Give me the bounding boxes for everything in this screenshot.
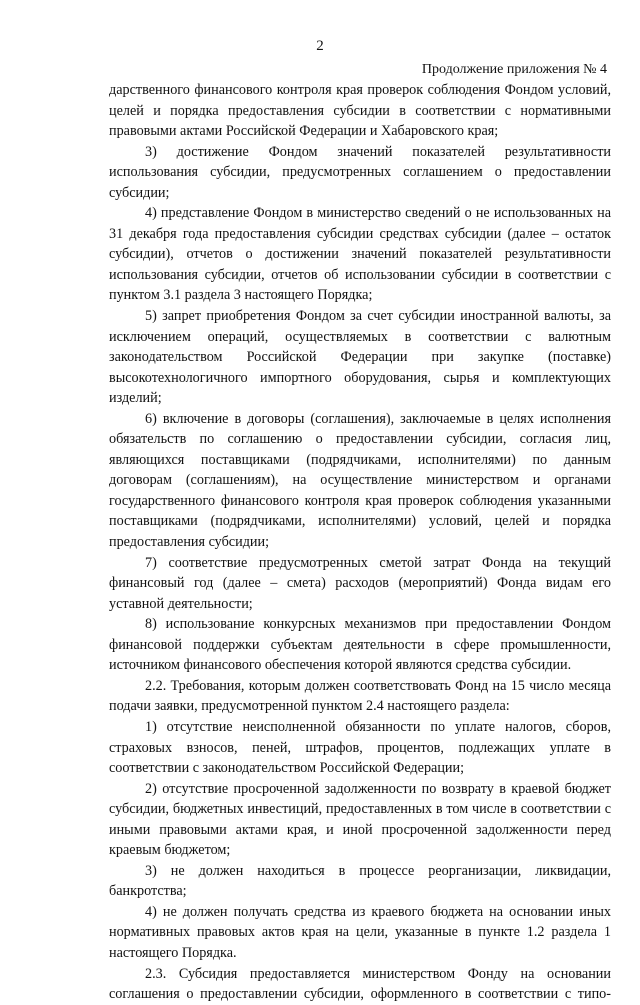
paragraph-2-3: 2.3. Субсидия предоставляется министерством Фонду на основании соглашения о предоставлении субсидии, оформленного в соответствии с типо- xyxy=(109,965,611,1003)
paragraph-req-2: 2) отсутствие просроченной задолженности по возврату в краевой бюджет субсидии, бюджетных инвестиций, предоставленных в том числе в соответствии с иными правовыми актами края, и иной просроченной задолженности перед краевым бюджетом; xyxy=(109,780,611,859)
paragraph-2-2: 2.2. Требования, которым должен соответствовать Фонд на 15 число месяца подачи заявки, предусмотренной пунктом 2.4 настоящего раздела: xyxy=(109,677,611,715)
page-number: 2 xyxy=(316,38,324,54)
paragraph-item-4: 4) представление Фондом в министерство сведений о не использованных на 31 декабря года предоставления субсидии средствах субсидии (далее – остаток субсидии), отчетов о достижении значений показателей результативности использования субсидии, отчетов об использовании субсидии в соответствии с пунктом 3.1 раздела 3 настоящего Порядка; xyxy=(109,205,611,304)
paragraph-item-3: 3) достижение Фондом значений показателей результативности использования субсидии, предусмотренных соглашением о предоставлении субсидии; xyxy=(109,143,611,201)
paragraph-item-8: 8) использование конкурсных механизмов при предоставлении Фондом финансовой поддержки субъектам деятельности в сфере промышленности, источником финансового обеспечения которой являются средства субсидии. xyxy=(109,616,611,674)
paragraph-req-4: 4) не должен получать средства из краевого бюджета на основании иных нормативных правовых актов края на цели, указанные в пункте 1.2 раздела 1 настоящего Порядка. xyxy=(109,903,611,961)
paragraph-req-1: 1) отсутствие неисполненной обязанности по уплате налогов, сборов, страховых взносов, пеней, штрафов, процентов, подлежащих уплате в соответствии с законодательством Российской Федерации; xyxy=(109,718,611,777)
paragraph-req-3: 3) не должен находиться в процессе реорганизации, ликвидации, банкротства; xyxy=(109,862,611,900)
appendix-continuation-note: Продолжение приложения № 4 xyxy=(421,62,607,77)
document-body xyxy=(109,80,611,1005)
paragraph-item-5: 5) запрет приобретения Фондом за счет субсидии иностранной валюты, за исключением операций, осуществляемых в соответствии с валютным законодательством Российской Федерации при закупке (поставке) высокотехнологичного импортного оборудования, сырья и комплектующих изделий; xyxy=(109,308,611,407)
paragraph-item-7: 7) соответствие предусмотренных сметой затрат Фонда на текущий финансовый год (далее – смета) расходов (мероприятий) Фонда видам его уставной деятельности; xyxy=(109,554,611,612)
paragraph-continuation: дарственного финансового контроля края проверок соблюдения Фондом условий, целей и порядка предоставления субсидии в соответствии с нормативными правовыми актами Российской Федерации и Хабаровского края; xyxy=(109,82,611,140)
paragraph-item-6: 6) включение в договоры (соглашения), заключаемые в целях исполнения обязательств по соглашению о предоставлении субсидии, согласия лиц, являющихся поставщиками (подрядчиками, исполнителями) по данным договорам (соглашениям), на осуществление министерством и органами государственного финансового контроля края проверок соблюдения указанными поставщиками (подрядчиками, исполнителями) условий, целей и порядка предоставления субсидии; xyxy=(109,410,611,551)
